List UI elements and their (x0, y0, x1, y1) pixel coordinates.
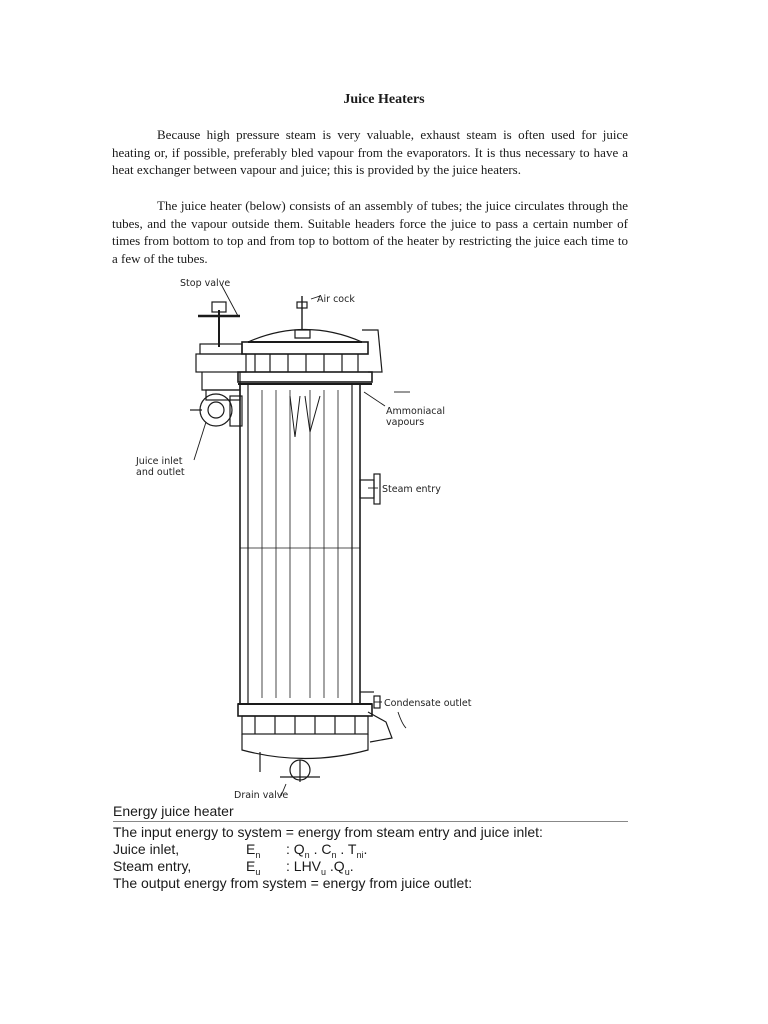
label-steam-entry: Steam entry (382, 484, 441, 495)
paragraph-1 (112, 126, 628, 179)
juice-heater-drawing (130, 272, 480, 802)
juice-inlet-flange (190, 394, 242, 426)
steam-entry-label: Steam entry, (113, 858, 192, 874)
juice-inlet-symbol: $E_n$ (246, 841, 261, 860)
page-title: Juice Heaters (343, 92, 425, 107)
steam-entry-symbol: $E_u$ (246, 858, 261, 877)
juice-inlet-label: Juice inlet, (113, 841, 180, 857)
juice-heater-diagram (130, 272, 480, 802)
paragraph-2-text: The juice heater (below) consists of an assembly of tubes; the juice circulates through the tubes, and the vapour outside them. Suitable headers force the juice to pass a certain number of times from bottom to top and from top to bottom of the heater by restricting the juice each time to a few of the tubes. (112, 198, 628, 266)
energy-heading: Energy juice heater (113, 802, 628, 822)
top-cover (238, 296, 382, 384)
leader-lines (194, 286, 410, 796)
steam-entry-nozzle (360, 474, 380, 504)
label-stop-valve: Stop valve (180, 278, 231, 289)
label-air-cock: Air cock (317, 294, 355, 305)
label-condensate-outlet: Condensate outlet (384, 698, 472, 709)
label-ammoniacal-vapours-1: Ammoniacal (386, 406, 445, 417)
energy-output-line: The output energy from system = energy from juice outlet: (113, 875, 473, 891)
label-juice-inlet-2: and outlet (136, 467, 185, 478)
juice-inlet-equation: : $Q_n$ . $C_n$ . $T_{ni}$. (286, 841, 368, 860)
label-ammoniacal-vapours-2: vapours (386, 417, 425, 428)
paragraph-2 (112, 197, 628, 267)
label-juice-inlet-1: Juice inlet (136, 456, 183, 467)
energy-input-line: The input energy to system = energy from steam entry and juice inlet: (113, 824, 543, 840)
stop-valve-assembly (196, 302, 246, 400)
bottom-head (238, 692, 392, 782)
steam-entry-equation: : $LHV_u$ $.Q_u$. (286, 858, 354, 877)
heater-shell (240, 384, 360, 704)
label-drain-valve: Drain valve (234, 790, 289, 801)
paragraph-1-text: Because high pressure steam is very valuable, exhaust steam is often used for juice heating or, if possible, preferably bled vapour from the evaporators. It is thus necessary to have a heat exchanger between vapour and juice; this is provided by the juice heaters. (112, 127, 628, 177)
